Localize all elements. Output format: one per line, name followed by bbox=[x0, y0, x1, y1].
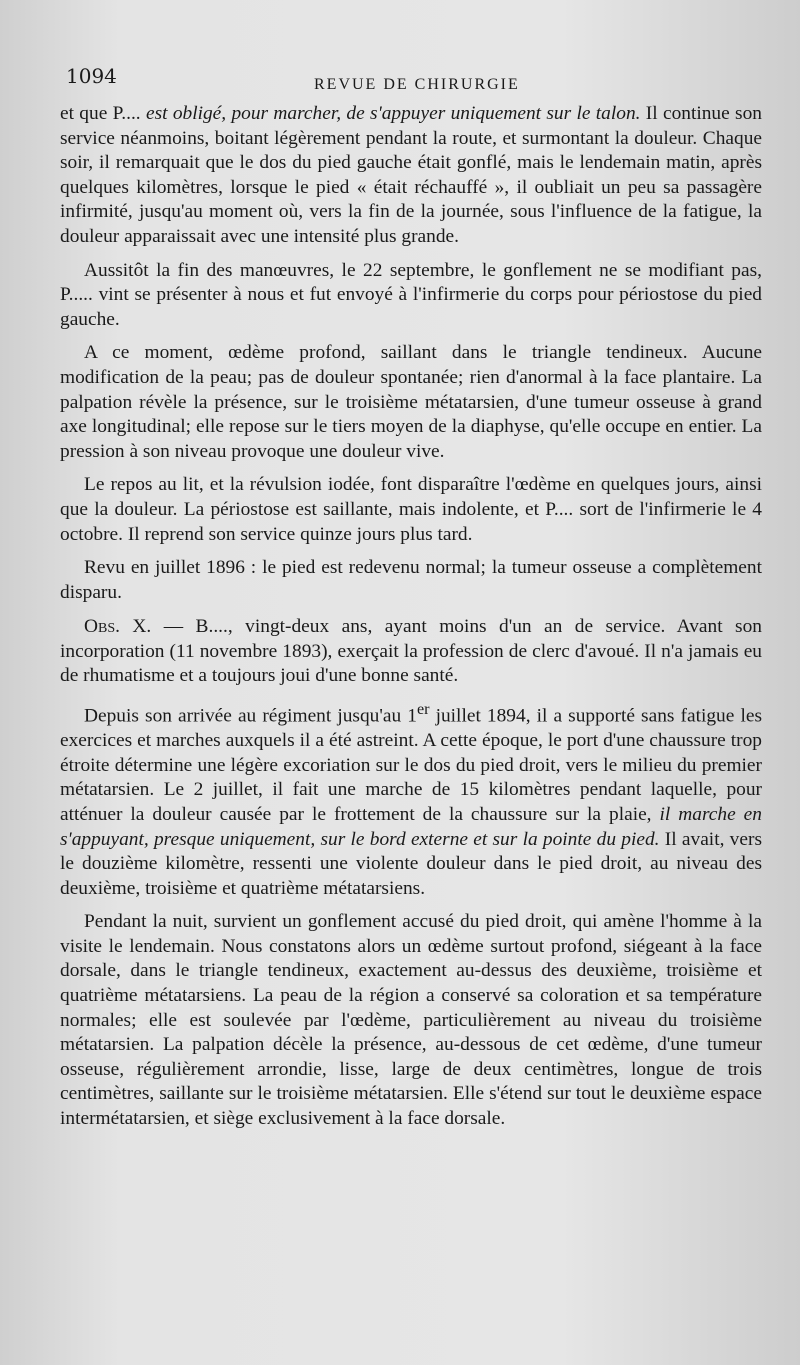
text-run: — B...., vingt-deux ans, ayant moins d'un an de service. Avant son incorporation (11 novembre 1893), exerçait la profession de clerc d'avoué. Il n'a jamais eu de rhumatisme et a toujours joui d'une bonne santé. bbox=[60, 616, 762, 687]
text-run: Il continue son service néanmoins, boitant légèrement pendant la route, et surmontant la douleur. Chaque soir, il remarquait que le dos du pied gauche était gonflé, mais le lendemain matin, après quelques kilomètres, lorsque le pied « était réchauffé », il oubliait un peu sa passagère infirmité, jusqu'au moment où, vers la fin de la journée, sous l'influence de la fatigue, la douleur apparaissait avec une intensité plus grande. bbox=[60, 103, 762, 247]
text-run: et que P.... bbox=[60, 103, 146, 124]
italic-text: il marche en s'appuyant, presque uniquement, sur le bord externe et sur la pointe du pied. bbox=[60, 803, 762, 850]
page-header bbox=[66, 64, 760, 94]
paragraph: Aussitôt la fin des manœuvres, le 22 septembre, le gonflement ne se modifiant pas, P..... vint se présenter à nous et fut envoyé à l'infirmerie du corps pour périostose du pied gauche. bbox=[60, 259, 762, 330]
page-number: 1094 bbox=[66, 64, 117, 88]
paragraph: Revu en juillet 1896 : le pied est redevenu normal; la tumeur osseuse a complètement disparu. bbox=[60, 557, 762, 603]
paragraph: A ce moment, œdème profond, saillant dans le triangle tendineux. Aucune modification de la peau; pas de douleur spontanée; rien d'anormal à la face plantaire. La palpation révèle la présence, sur le troisième métatarsien, d'une tumeur osseuse à grand axe longitudinal; elle repose sur le tiers moyen de la diaphyse, qu'elle occupe en entier. La pression à son niveau provoque une douleur vive. bbox=[60, 342, 762, 462]
text-run: Il avait, vers le douzième kilomètre, ressenti une violente douleur dans le pied droit, au niveau des deuxième, troisième et quatrième métatarsiens. bbox=[60, 828, 762, 899]
observation-label: Obs. X. bbox=[84, 616, 152, 638]
text-run: Depuis son arrivée au régiment jusqu'au 1 bbox=[84, 705, 417, 727]
paragraph: Le repos au lit, et la révulsion iodée, font disparaître l'œdème en quelques jours, ainsi que la douleur. La périostose est saillante, mais indolente, et P.... sort de l'infirmerie le 4 octobre. Il reprend son service quinze jours plus tard. bbox=[60, 474, 762, 545]
paragraph bbox=[60, 698, 762, 901]
body-text bbox=[60, 102, 762, 1141]
italic-text: est obligé, pour marcher, de s'appuyer uniquement sur le talon. bbox=[145, 103, 641, 124]
running-title: REVUE DE CHIRURGIE bbox=[314, 76, 520, 93]
observation-paragraph bbox=[60, 615, 762, 689]
paragraph: Pendant la nuit, survient un gonflement accusé du pied droit, qui amène l'homme à la visite le lendemain. Nous constatons alors un œdème surtout profond, siégeant à la face dorsale, dans le triangle tendineux, exactement au-dessus des deuxième, troisième et quatrième métatarsiens. La peau de la région a conservé sa coloration et sa température normales; elle est soulevée par l'œdème, particulièrement au niveau du troisième métatarsien. La palpation décèle la présence, au-dessous de cet œdème, d'une tumeur osseuse, régulièrement arrondie, lisse, large de deux centimètres, longue de trois centimètres, saillante sur le troisième métatarsien. Elle s'étend sur tout le deuxième espace intermétatarsien, et siège exclusivement à la face dorsale. bbox=[60, 911, 762, 1130]
text-run: juillet 1894, il a supporté sans fatigue les exercices et marches auxquels il a été astreint. A cette époque, le port d'une chaussure trop étroite détermine une légère excoriation sur le dos du pied droit, vers le milieu du premier métatarsien. Le 2 juillet, il fait une marche de 15 kilomètres pendant laquelle, pour atténuer la douleur causée par le frottement de la chaussure sur la plaie, bbox=[60, 705, 762, 825]
paragraph bbox=[60, 102, 762, 250]
superscript: er bbox=[416, 701, 430, 719]
